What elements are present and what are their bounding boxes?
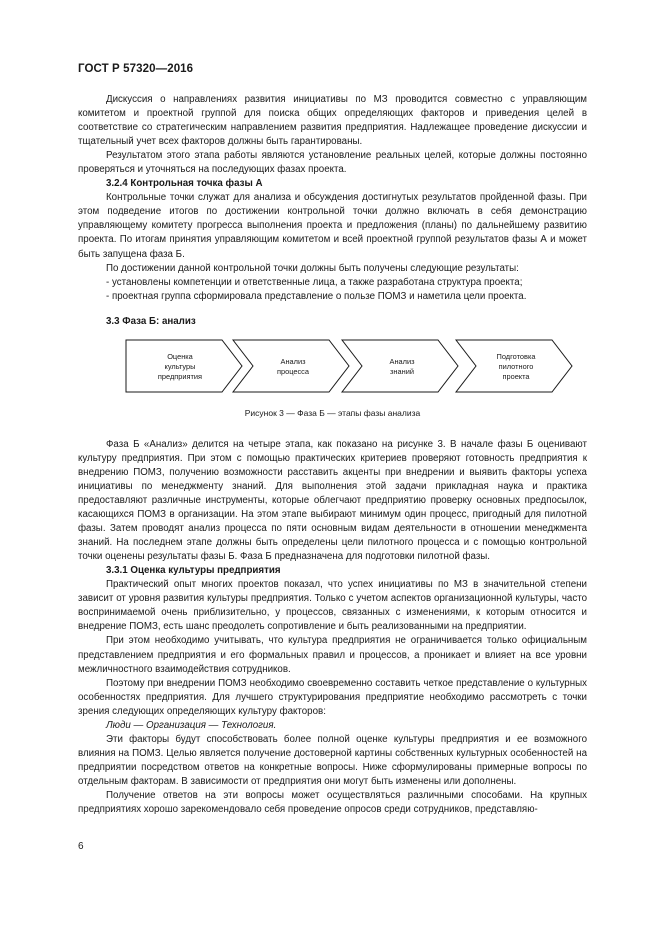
stage-label: Оценка bbox=[167, 351, 193, 361]
document-body bbox=[78, 93, 587, 817]
paragraph: Получение ответов на эти вопросы может осуществляться различными способами. На крупных предприятиях хорошо зарекомендовало себя проведение опросов среди сотрудников, представляю- bbox=[78, 789, 587, 816]
paragraph: Контрольные точки служат для анализа и обсуждения достигнутых результатов пройденной фазы. При этом подведение итогов по достижении контрольной точки должно включать в себя демонстрацию управляющему комитету прогресса выполнения проекта и предложения (планы) по дальнейшему развитию проекта. По итогам принятия управляющим комитетом и всей проектной группой результатов фазы А и может быть запущена фаза Б. bbox=[78, 192, 587, 260]
paragraph: По достижении данной контрольной точки должны быть получены следующие результаты: bbox=[106, 262, 519, 274]
stage-label: процесса bbox=[277, 366, 309, 376]
paragraph: Фаза Б «Анализ» делится на четыре этапа, как показано на рисунке 3. В начале фазы Б оценивают культуру предприятия. При этом с помощью практических критериев проверяют готовность предприятия к внедрению ПОМЗ, получению возможности расставить акценты при внедрении и выявить факторы успеха инициативы по менеджменту знаний. Для выполнения этой задачи прикладная наука и практика предоставляют различные инструменты, которые облегчают предприятию проверку основных предпосылок, касающихся ПОМЗ в организации. На этом этапе выбирают минимум один процесс, пригодный для пилотной фазы. Затем проводят анализ процесса по пяти основным видам деятельности в отношении менеджмента знаний. На последнем этапе должны быть определены цели пилотного процесса и с помощью контрольной точки оценены результаты фазы Б. Фаза Б предназначена для подготовки пилотной фазы. bbox=[78, 438, 587, 563]
paragraph: Эти факторы будут способствовать более полной оценке культуры предприятия и ее возможного влияния на ПОМЗ. Целью является получение достоверной картины собственных культурных особенностей на предприятии посредством ответов на конкретные вопросы. Ниже сформулированы примерные вопросы по отдельным факторам. В зависимости от предприятия они могут быть изменены или дополнены. bbox=[78, 733, 587, 787]
paragraph: - проектная группа сформировала представление о пользе ПОМЗ и наметила цели проекта. bbox=[106, 290, 527, 302]
stage-chevron bbox=[456, 340, 572, 392]
paragraph: Практический опыт многих проектов показал, что успех инициативы по МЗ в значительной степени зависит от уровня развития культуры предприятия. Только с учетом аспектов организационной культуры, часто воспринимаемой очень приблизительно, у процессов, связанных с изменениями, к которым относится и внедрение ПОМЗ, есть шанс преодолеть сопротивление и быть реализованными на предприятии. bbox=[78, 579, 587, 633]
paragraph: Поэтому при внедрении ПОМЗ необходимо своевременно составить четкое представление о культурных особенностях предприятия. Для лучшего структурирования предприятие необходимо рассмотреть с точки зрения следующих определяющих культуру факторов: bbox=[78, 677, 587, 717]
paragraph: 3.2.4 Контрольная точка фазы А bbox=[106, 178, 263, 190]
paragraph: - установлены компетенции и ответственные лица, а также разработана структура проекта; bbox=[106, 276, 523, 288]
chevron-shape bbox=[233, 340, 349, 392]
stage-label: Анализ bbox=[280, 356, 306, 366]
document-header: ГОСТ Р 57320—2016 bbox=[78, 63, 194, 75]
paragraph: 3.3.1 Оценка культуры предприятия bbox=[106, 565, 281, 577]
phase-b-diagram bbox=[78, 335, 587, 397]
stage-label: Анализ bbox=[389, 356, 415, 366]
stage-chevron bbox=[126, 340, 242, 392]
stage-label: предприятия bbox=[157, 371, 203, 381]
stage-label: Подготовка bbox=[496, 351, 536, 361]
page-number: 6 bbox=[78, 841, 84, 852]
stage-label: культуры bbox=[164, 361, 196, 371]
paragraph: Дискуссия о направлениях развития инициативы по МЗ проводится совместно с управляющим комитетом и проектной группой для поиска общих определяющих факторов и приведения целей в соответствие со стратегическим направлением развития предприятия. Надлежащее проведение дискуссии и тщательный учет всех факторов должны быть гарантированы. bbox=[78, 94, 587, 148]
text-block-a bbox=[78, 93, 587, 304]
stage-label: знаний bbox=[390, 366, 414, 376]
figure-caption: Рисунок 3 — Фаза Б — этапы фазы анализа bbox=[244, 407, 421, 418]
stage-chevron bbox=[342, 340, 458, 392]
stage-label: пилотного bbox=[498, 361, 534, 371]
stage-chevron bbox=[233, 340, 349, 392]
chevron-shape bbox=[342, 340, 458, 392]
section-title: 3.3 Фаза Б: анализ bbox=[106, 315, 196, 327]
paragraph: Люди — Организация — Технология. bbox=[106, 719, 277, 731]
figure-phase-b bbox=[78, 335, 587, 397]
paragraph: Результатом этого этапа работы являются установление реальных целей, которые должны постоянно проверяться и уточняться на последующих фазах проекта. bbox=[78, 150, 587, 176]
paragraph: При этом необходимо учитывать, что культура предприятия не ограничивается только официальным представлением предприятия и его формальных правил и процессов, а проникает и влияет на все уровни межличностного взаимодействия сотрудников. bbox=[78, 635, 587, 675]
stage-label: проекта bbox=[502, 371, 530, 381]
text-block-b bbox=[78, 438, 587, 817]
